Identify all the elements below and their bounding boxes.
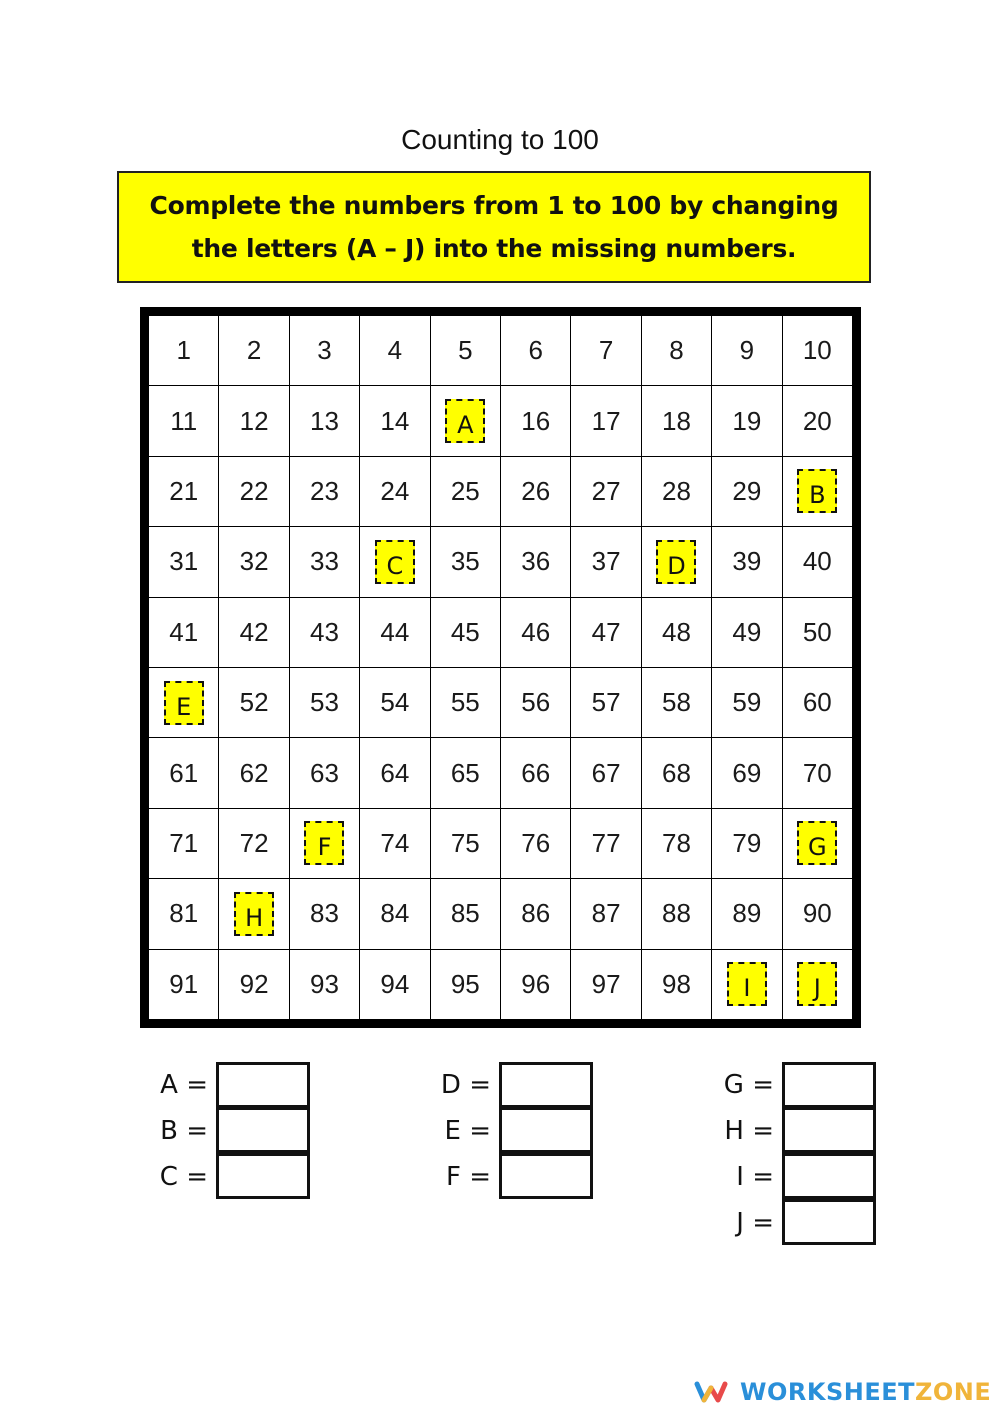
- answer-label: G =: [723, 1070, 774, 1100]
- instructions-line-1: Complete the numbers from 1 to 100 by changing: [149, 191, 839, 220]
- grid-cell: 94: [360, 950, 429, 1019]
- answer-row: [152, 1108, 310, 1154]
- grid-cell: 43: [290, 598, 359, 667]
- grid-cell: 71: [149, 809, 218, 878]
- grid-cell-missing: [219, 879, 288, 948]
- answer-input-box[interactable]: [216, 1062, 310, 1108]
- grid-cell: 37: [571, 527, 640, 596]
- grid-cell-missing: [783, 457, 852, 526]
- answer-label: C =: [159, 1162, 208, 1192]
- missing-number-letter[interactable]: E: [164, 681, 204, 725]
- grid-cell: 69: [712, 738, 781, 807]
- grid-cell: 65: [431, 738, 500, 807]
- missing-number-letter[interactable]: F: [304, 821, 344, 865]
- answer-row: [718, 1062, 876, 1108]
- grid-cell: 60: [783, 668, 852, 737]
- grid-cell: 33: [290, 527, 359, 596]
- answer-label: F =: [445, 1162, 491, 1192]
- grid-cell: 5: [431, 316, 500, 385]
- grid-cell: 83: [290, 879, 359, 948]
- answer-input-box[interactable]: [216, 1107, 310, 1153]
- answer-label: D =: [440, 1070, 491, 1100]
- grid-cell: 25: [431, 457, 500, 526]
- answer-row: [718, 1200, 876, 1246]
- grid-cell: 20: [783, 386, 852, 455]
- grid-cell: 29: [712, 457, 781, 526]
- answer-row: [435, 1108, 593, 1154]
- grid-cell: 97: [571, 950, 640, 1019]
- grid-cell: 74: [360, 809, 429, 878]
- grid-cell: 63: [290, 738, 359, 807]
- grid-cell: 93: [290, 950, 359, 1019]
- grid-cell: 77: [571, 809, 640, 878]
- grid-cell: 89: [712, 879, 781, 948]
- grid-cell: 96: [501, 950, 570, 1019]
- grid-cell: 4: [360, 316, 429, 385]
- grid-cell: 88: [642, 879, 711, 948]
- grid-cell: 47: [571, 598, 640, 667]
- instructions-line-2: the letters (A – J) into the missing numbers.: [191, 234, 797, 263]
- grid-cell: 16: [501, 386, 570, 455]
- grid-cell: 21: [149, 457, 218, 526]
- grid-cell: 62: [219, 738, 288, 807]
- grid-cell-missing: [431, 386, 500, 455]
- answer-label: A =: [160, 1070, 208, 1100]
- worksheetzone-logo: [694, 1378, 991, 1406]
- grid-cell: 92: [219, 950, 288, 1019]
- grid-cell: 42: [219, 598, 288, 667]
- grid-cell: 68: [642, 738, 711, 807]
- grid-cell-missing: [149, 668, 218, 737]
- grid-cell: 12: [219, 386, 288, 455]
- grid-cell: 58: [642, 668, 711, 737]
- grid-cell: 86: [501, 879, 570, 948]
- grid-cell: 28: [642, 457, 711, 526]
- hundred-chart: [140, 307, 861, 1028]
- grid-cell-missing: [783, 950, 852, 1019]
- grid-cell: 95: [431, 950, 500, 1019]
- worksheet-title: Counting to 100: [401, 124, 599, 155]
- grid-cell: 31: [149, 527, 218, 596]
- grid-cell: 87: [571, 879, 640, 948]
- brand-name-part-1: WORKSHEET: [740, 1378, 915, 1406]
- missing-number-letter[interactable]: D: [656, 540, 696, 584]
- grid-cell: 91: [149, 950, 218, 1019]
- instructions-box: [117, 171, 871, 283]
- grid-cell: 18: [642, 386, 711, 455]
- grid-cell: 32: [219, 527, 288, 596]
- grid-cell: 81: [149, 879, 218, 948]
- grid-cell: 40: [783, 527, 852, 596]
- answer-row: [435, 1154, 593, 1200]
- grid-cell: 70: [783, 738, 852, 807]
- answer-input-box[interactable]: [216, 1153, 310, 1199]
- grid-cell: 9: [712, 316, 781, 385]
- grid-cell: 79: [712, 809, 781, 878]
- grid-cell: 45: [431, 598, 500, 667]
- grid-cell: 22: [219, 457, 288, 526]
- answer-input-box[interactable]: [499, 1153, 593, 1199]
- grid-cell: 72: [219, 809, 288, 878]
- missing-number-letter[interactable]: I: [727, 962, 767, 1006]
- grid-cell: 7: [571, 316, 640, 385]
- answer-label: J =: [736, 1208, 774, 1238]
- grid-cell: 8: [642, 316, 711, 385]
- grid-cell: 76: [501, 809, 570, 878]
- grid-cell: 54: [360, 668, 429, 737]
- grid-cell: 13: [290, 386, 359, 455]
- grid-cell: 55: [431, 668, 500, 737]
- grid-cell: 17: [571, 386, 640, 455]
- grid-cell: 64: [360, 738, 429, 807]
- grid-cell: 41: [149, 598, 218, 667]
- grid-cell: 59: [712, 668, 781, 737]
- grid-cell: 19: [712, 386, 781, 455]
- answer-row: [152, 1154, 310, 1200]
- answer-label: B =: [160, 1116, 208, 1146]
- grid-cell: 46: [501, 598, 570, 667]
- number-grid: [149, 316, 852, 1019]
- grid-cell: 75: [431, 809, 500, 878]
- grid-cell: 6: [501, 316, 570, 385]
- answer-input-box[interactable]: [499, 1107, 593, 1153]
- grid-cell: 24: [360, 457, 429, 526]
- grid-cell: 11: [149, 386, 218, 455]
- grid-cell: 3: [290, 316, 359, 385]
- grid-cell: 10: [783, 316, 852, 385]
- grid-cell: 50: [783, 598, 852, 667]
- grid-cell: 1: [149, 316, 218, 385]
- grid-cell: 78: [642, 809, 711, 878]
- grid-cell: 61: [149, 738, 218, 807]
- answer-input-box[interactable]: [782, 1199, 876, 1245]
- grid-cell: 39: [712, 527, 781, 596]
- answer-label: I =: [736, 1162, 774, 1192]
- answer-row: [435, 1062, 593, 1108]
- grid-cell-missing: [360, 527, 429, 596]
- answer-column-1: [152, 1062, 310, 1200]
- answer-input-box[interactable]: [782, 1062, 876, 1108]
- grid-cell: 98: [642, 950, 711, 1019]
- brand-name-part-2: ZONE: [914, 1378, 992, 1406]
- missing-number-letter[interactable]: H: [234, 892, 274, 936]
- grid-cell: 66: [501, 738, 570, 807]
- grid-cell: 53: [290, 668, 359, 737]
- answer-label: E =: [444, 1116, 491, 1146]
- missing-number-letter[interactable]: B: [797, 469, 837, 513]
- grid-cell: 23: [290, 457, 359, 526]
- missing-number-letter[interactable]: A: [445, 399, 485, 443]
- answer-label: H =: [724, 1116, 774, 1146]
- grid-cell: 26: [501, 457, 570, 526]
- grid-cell: 84: [360, 879, 429, 948]
- answer-column-3: [718, 1062, 876, 1246]
- grid-cell: 57: [571, 668, 640, 737]
- grid-cell: 35: [431, 527, 500, 596]
- missing-number-letter[interactable]: C: [375, 540, 415, 584]
- grid-cell: 44: [360, 598, 429, 667]
- grid-cell: 36: [501, 527, 570, 596]
- answer-input-box[interactable]: [782, 1153, 876, 1199]
- grid-cell: 27: [571, 457, 640, 526]
- grid-cell: 85: [431, 879, 500, 948]
- grid-cell: 56: [501, 668, 570, 737]
- grid-cell-missing: [783, 809, 852, 878]
- answer-row: [718, 1108, 876, 1154]
- grid-cell: 2: [219, 316, 288, 385]
- answer-column-2: [435, 1062, 593, 1200]
- missing-number-letter[interactable]: J: [797, 962, 837, 1006]
- grid-cell: 48: [642, 598, 711, 667]
- grid-cell: 67: [571, 738, 640, 807]
- grid-cell-missing: [712, 950, 781, 1019]
- grid-cell-missing: [290, 809, 359, 878]
- grid-cell-missing: [642, 527, 711, 596]
- grid-cell: 90: [783, 879, 852, 948]
- worksheetzone-w-icon: [694, 1379, 728, 1405]
- grid-cell: 14: [360, 386, 429, 455]
- answer-input-box[interactable]: [782, 1107, 876, 1153]
- answer-row: [718, 1154, 876, 1200]
- answer-row: [152, 1062, 310, 1108]
- grid-cell: 52: [219, 668, 288, 737]
- answer-input-box[interactable]: [499, 1062, 593, 1108]
- grid-cell: 49: [712, 598, 781, 667]
- missing-number-letter[interactable]: G: [797, 821, 837, 865]
